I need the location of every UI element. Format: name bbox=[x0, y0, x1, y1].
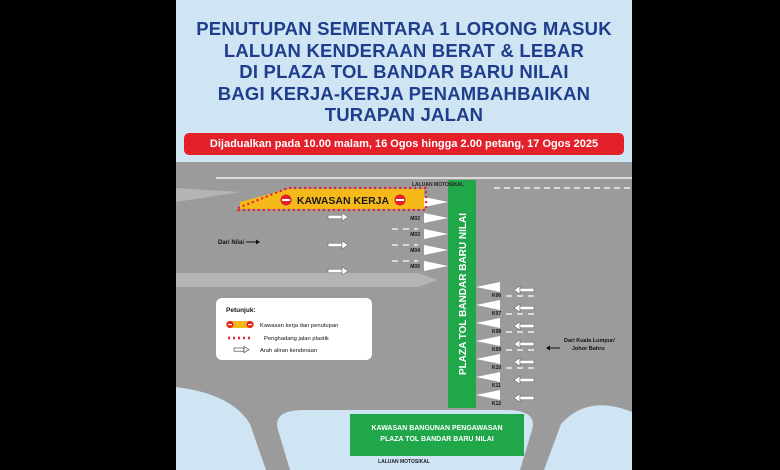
legend-item-work: Kawasan kerja dan penutupan bbox=[260, 323, 339, 329]
legend-work-swatch bbox=[226, 321, 254, 328]
title-line-5: TURAPAN JALAN bbox=[324, 104, 484, 125]
title-line-1: PENUTUPAN SEMENTARA 1 LORONG MASUK bbox=[196, 18, 612, 39]
legend-item-arrow: Arah aliran kenderaan bbox=[260, 348, 318, 354]
title-line-2: LALUAN KENDERAAN BERAT & LEBAR bbox=[223, 39, 585, 61]
booth-label: K10 bbox=[492, 365, 502, 371]
legend bbox=[216, 298, 372, 360]
building-line-2: PLAZA TOL BANDAR BARU NILAI bbox=[380, 436, 494, 443]
control-building bbox=[350, 414, 524, 456]
toll-plaza-map bbox=[176, 162, 632, 470]
notice-panel bbox=[176, 0, 632, 470]
booth-label: M03 bbox=[410, 232, 420, 238]
work-zone-label: KAWASAN KERJA bbox=[296, 195, 390, 207]
booth-label: K09 bbox=[492, 347, 502, 353]
motorcycle-lane-bottom: LALUAN MOTOSIKAL bbox=[378, 459, 430, 465]
title-line-4: BAGI KERJA-KERJA PENAMBAHBAIKAN bbox=[217, 82, 591, 104]
notice-title bbox=[176, 18, 632, 126]
booth-label: K11 bbox=[492, 383, 501, 389]
legend-item-barrier: Penghadang jalan plastik bbox=[264, 336, 329, 342]
from-kl-label-1: Dari Kuala Lumpur/ bbox=[564, 338, 615, 344]
from-nilai-label: Dari Nilai bbox=[218, 240, 245, 246]
toll-plaza-label: PLAZA TOL BANDAR BARU NILAI bbox=[458, 212, 469, 376]
no-entry-icon bbox=[395, 195, 406, 206]
building-line-1: KAWASAN BANGUNAN PENGAWASAN bbox=[371, 425, 503, 432]
booth-label: K07 bbox=[492, 311, 502, 317]
road-median bbox=[176, 273, 438, 287]
booth-label: M02 bbox=[410, 216, 420, 222]
legend-title: Petunjuk: bbox=[226, 307, 256, 314]
motorcycle-lane-top: LALUAN MOTOSIKAL bbox=[412, 182, 464, 188]
schedule-banner: Dijadualkan pada 10.00 malam, 16 Ogos hingga 2.00 petang, 17 Ogos 2025 bbox=[184, 133, 624, 155]
title-line-3: DI PLAZA TOL BANDAR BARU NILAI bbox=[239, 61, 569, 82]
booth-label: K06 bbox=[492, 293, 502, 299]
booth-label: K08 bbox=[492, 329, 502, 335]
booth-label: M04 bbox=[410, 248, 420, 254]
booth-label: M05 bbox=[410, 264, 420, 270]
from-kl-label-2: Johor Bahru bbox=[572, 346, 605, 352]
booth-label: K12 bbox=[492, 401, 502, 407]
no-entry-icon bbox=[281, 195, 292, 206]
